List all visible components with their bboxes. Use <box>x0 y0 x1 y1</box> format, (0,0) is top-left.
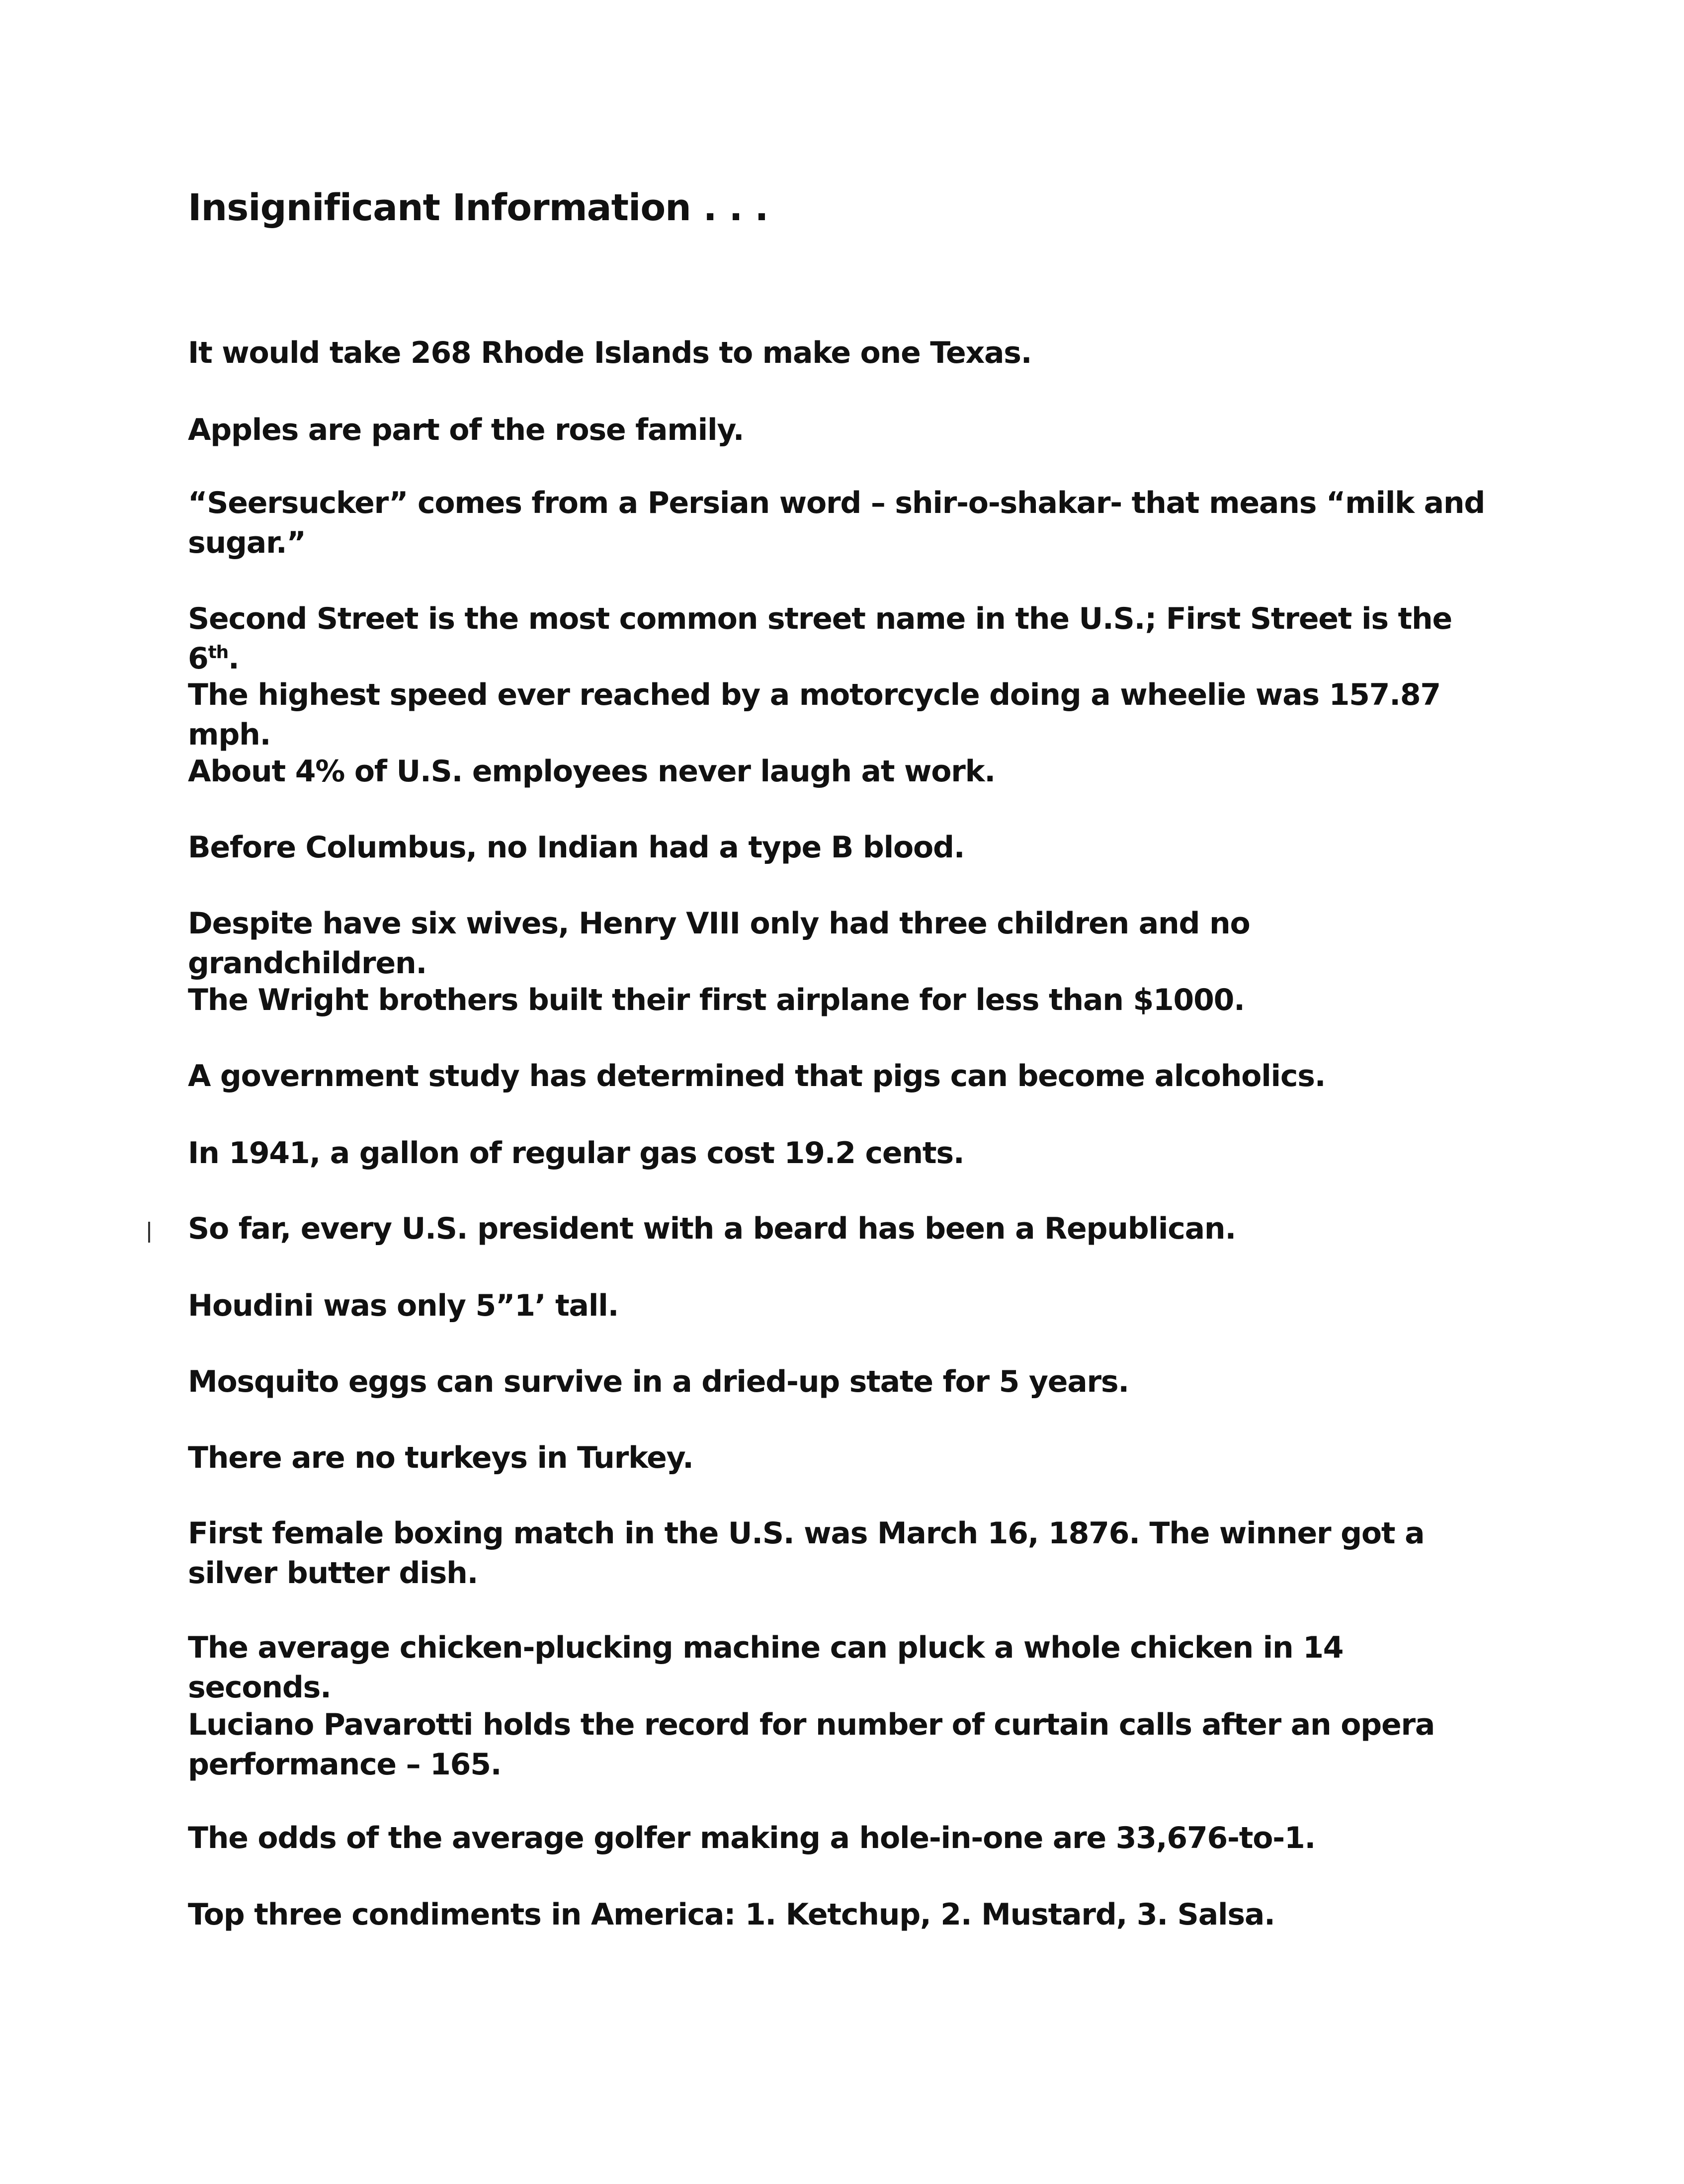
margin-mark <box>148 1222 150 1243</box>
fact-9: The Wright brothers built their first airplane for less than $1000. <box>188 983 1245 1017</box>
fact-8: Despite have six wives, Henry VIII only had three children and no grandchildren. <box>188 906 1250 981</box>
fact-3: “Seersucker” comes from a Persian word – shir-o-shakar- that means “milk and sugar.” <box>188 486 1485 560</box>
fact-17: The average chicken-plucking machine can pluck a whole chicken in 14 seconds. <box>188 1630 1344 1705</box>
fact-4-text: Second Street is the most common street name in the U.S.; First Street is the 6 <box>188 601 1452 676</box>
fact-10: A government study has determined that pigs can become alcoholics. <box>188 1059 1326 1093</box>
fact-2: Apples are part of the rose family. <box>188 413 744 447</box>
fact-11: In 1941, a gallon of regular gas cost 19.2 cents. <box>188 1136 964 1171</box>
fact-14: Mosquito eggs can survive in a dried-up state for 5 years. <box>188 1364 1129 1399</box>
fact-1: It would take 268 Rhode Islands to make one Texas. <box>188 336 1032 370</box>
fact-20: Top three condiments in America: 1. Ketchup, 2. Mustard, 3. Salsa. <box>188 1897 1275 1932</box>
fact-5: The highest speed ever reached by a motorcycle doing a wheelie was 157.87 mph. <box>188 677 1440 752</box>
fact-4 <box>188 599 1490 678</box>
fact-4-superscript: th <box>208 642 229 663</box>
fact-4-suffix: . <box>228 641 239 676</box>
fact-12: So far, every U.S. president with a beard has been a Republican. <box>188 1211 1236 1246</box>
fact-19: The odds of the average golfer making a hole-in-one are 33,676-to-1. <box>188 1821 1316 1855</box>
fact-7: Before Columbus, no Indian had a type B blood. <box>188 830 965 865</box>
fact-13: Houdini was only 5”1’ tall. <box>188 1288 619 1323</box>
fact-15: There are no turkeys in Turkey. <box>188 1440 693 1475</box>
fact-16: First female boxing match in the U.S. was March 16, 1876. The winner got a silver butter dish. <box>188 1516 1425 1591</box>
page-title: Insignificant Information . . . <box>188 186 768 229</box>
fact-18: Luciano Pavarotti holds the record for number of curtain calls after an opera performance – 165. <box>188 1707 1435 1782</box>
fact-6: About 4% of U.S. employees never laugh at work. <box>188 754 995 789</box>
